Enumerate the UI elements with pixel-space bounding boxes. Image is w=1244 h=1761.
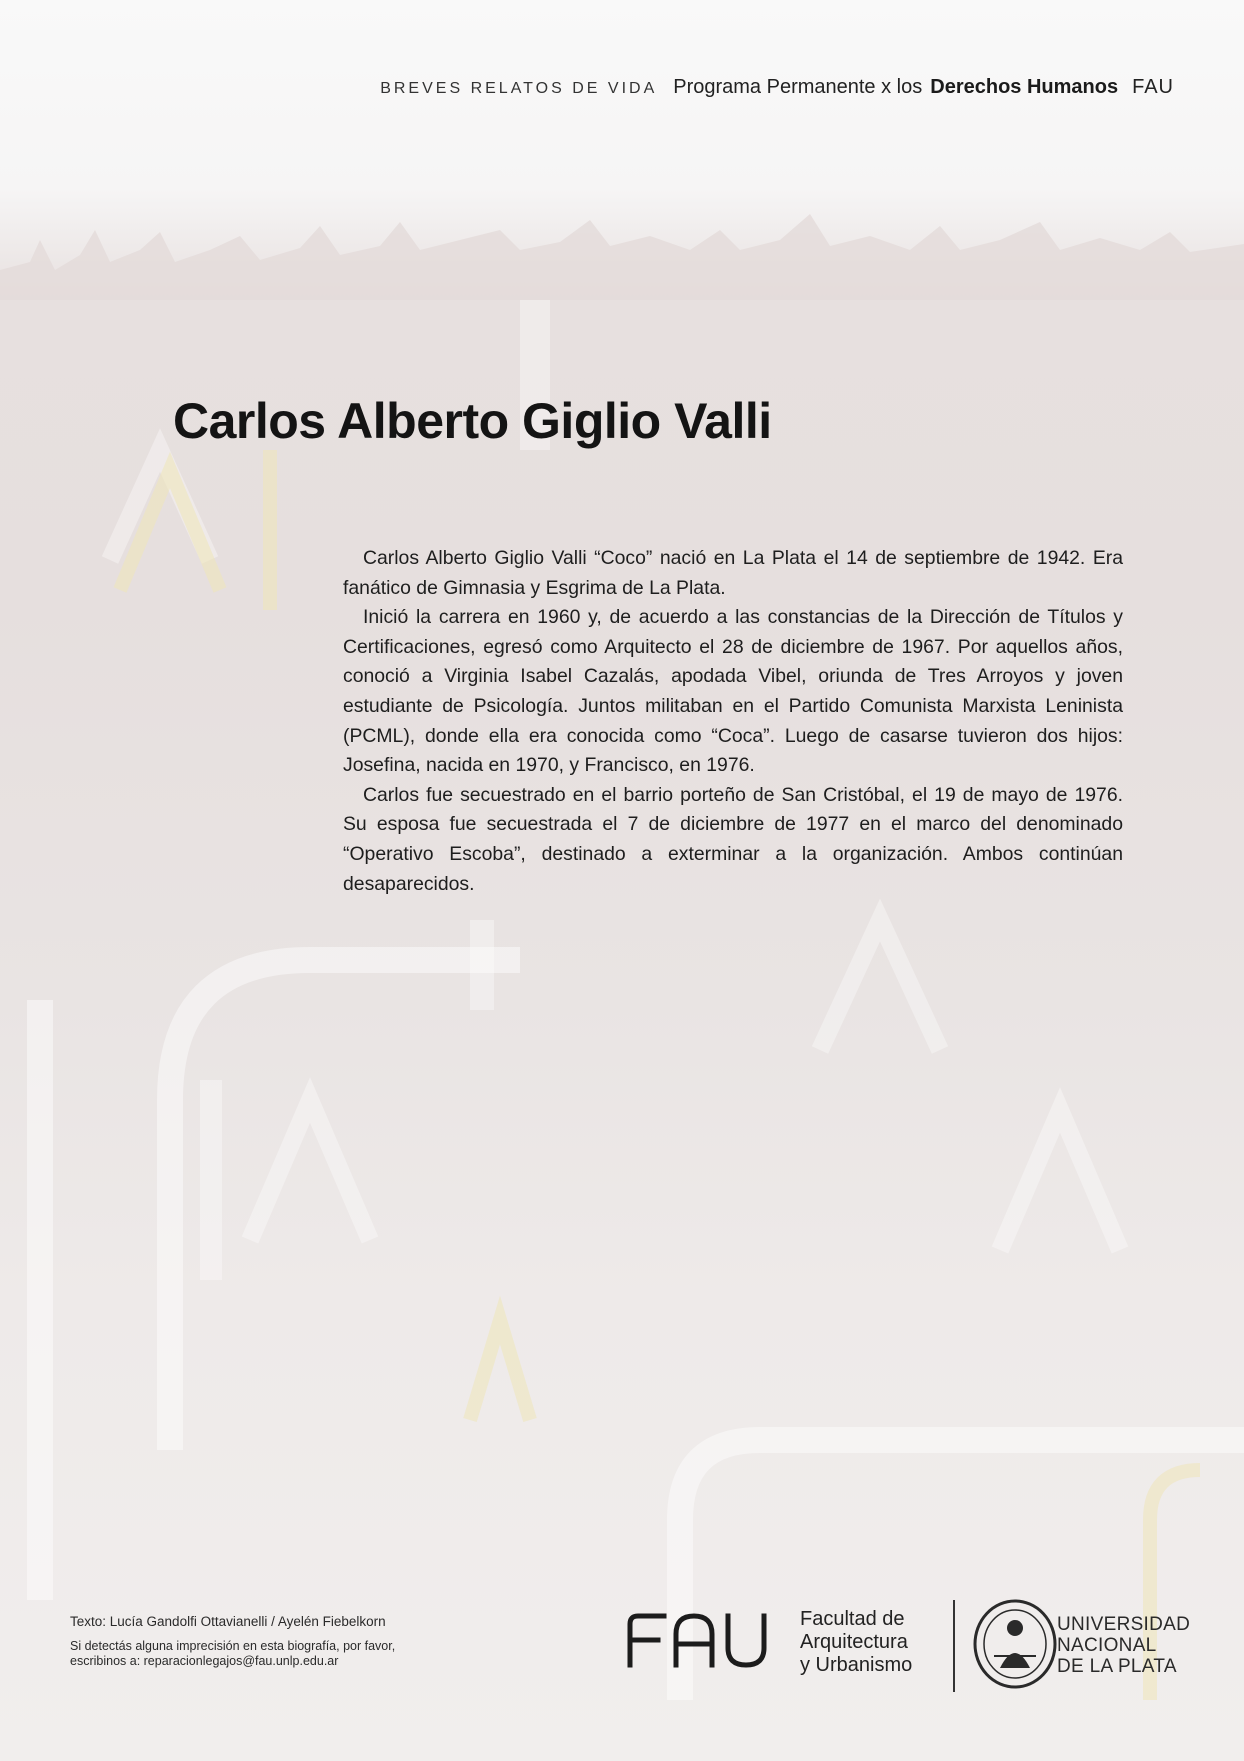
footer-credits: [70, 1614, 490, 1669]
correction-note-line: Si detectás alguna imprecisión en esta biografía, por favor,: [70, 1639, 396, 1653]
fau-name-line: Facultad de: [800, 1608, 905, 1630]
header: [380, 76, 1174, 104]
unlp-name-line: NACIONAL: [1057, 1635, 1157, 1656]
correction-note-line: escribinos a: reparacionlegajos@fau.unlp.edu.ar: [70, 1654, 339, 1668]
bio-paragraph: Carlos fue secuestrado en el barrio porteño de San Cristóbal, el 19 de mayo de 1976. Su esposa fue secuestrada el 7 de diciembre de 1977 en el marco del denominado “Operativo Escoba”, destinado a exterminar a la organización. Ambos continúan desaparecidos.: [343, 783, 1123, 895]
unlp-seal-icon: [972, 1598, 1058, 1690]
page-title: Carlos Alberto Giglio Valli: [173, 393, 772, 449]
unlp-name-line: UNIVERSIDAD: [1057, 1614, 1191, 1635]
header-fau-logo: FAU: [1132, 76, 1174, 98]
biography-text: [343, 544, 1123, 899]
bio-paragraph: Inició la carrera en 1960 y, de acuerdo a las constancias de la Dirección de Títulos y Certificaciones, egresó como Arquitecto el 28 de diciembre de 1967. Por aquellos años, conoció a Virginia Isabel Cazalás, apodada Vibel, oriunda de Tres Arroyos y joven estudiante de Psicología. Juntos militaban en el Partido Comunista Marxista Leninista (PCML), donde ella era conocida como “Coca”. Luego de casarse tuvieron dos hijos: Josefina, nacida en 1970, y Francisco, en 1976.: [343, 606, 1123, 777]
correction-note: [70, 1639, 490, 1669]
unlp-name: [1057, 1614, 1190, 1677]
program-title-bold: Derechos Humanos: [930, 76, 1119, 98]
fau-logo-icon: [626, 1612, 770, 1668]
fau-name-line: y Urbanismo: [800, 1654, 913, 1676]
unlp-name-line: DE LA PLATA: [1057, 1656, 1177, 1677]
fau-name-line: Arquitectura: [800, 1631, 908, 1653]
program-title: Programa Permanente x los: [673, 76, 923, 98]
bio-paragraph: Carlos Alberto Giglio Valli “Coco” nació en La Plata el 14 de septiembre de 1942. Era fanático de Gimnasia y Esgrima de La Plata.: [343, 547, 1123, 599]
author-credits: Texto: Lucía Gandolfi Ottavianelli / Ayelén Fiebelkorn: [70, 1614, 386, 1629]
series-title: BREVES RELATOS DE VIDA: [380, 80, 658, 97]
fau-name: [800, 1608, 912, 1677]
footer-divider: [953, 1600, 955, 1692]
